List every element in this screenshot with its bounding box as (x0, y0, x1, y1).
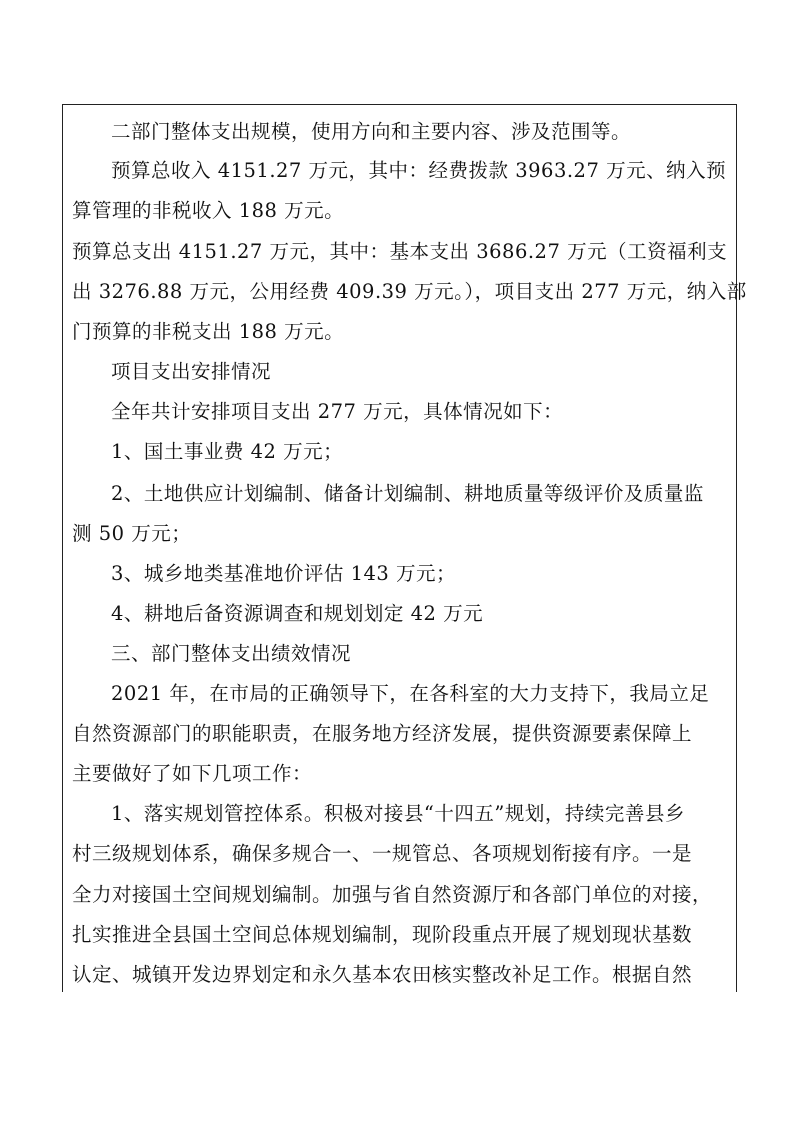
list-item: 2、土地供应计划编制、储备计划编制、耕地质量等级评价及质量监 (111, 482, 704, 505)
text-line: 扎实推进全县国土空间总体规划编制，现阶段重点开展了规划现状基数 (72, 923, 693, 946)
text-line: 自然资源部门的职能职责，在服务地方经济发展，提供资源要素保障上 (72, 722, 693, 745)
section-heading: 三、部门整体支出绩效情况 (111, 642, 352, 665)
section-heading: 项目支出安排情况 (111, 360, 272, 383)
text-line: 全力对接国土空间规划编制。加强与省自然资源厅和各部门单位的对接， (72, 883, 713, 906)
text-line: 门预算的非税支出 188 万元。 (72, 320, 345, 343)
list-item: 3、城乡地类基准地价评估 143 万元； (111, 562, 457, 585)
list-item: 1、落实规划管控体系。积极对接县“十四五”规划，持续完善县乡 (111, 802, 685, 825)
text-line: 预算总收入 4151.27 万元，其中：经费拨款 3963.27 万元、纳入预 (111, 159, 727, 182)
text-line: 全年共计安排项目支出 277 万元，具体情况如下： (111, 400, 564, 423)
text-line: 2021 年，在市局的正确领导下，在各科室的大力支持下，我局立足 (111, 682, 710, 705)
text-line: 村三级规划体系，确保多规合一、一规管总、各项规划衔接有序。一是 (72, 842, 693, 865)
list-item: 4、耕地后备资源调查和规划划定 42 万元 (111, 602, 484, 625)
text-line: 二部门整体支出规模，使用方向和主要内容、涉及范围等。 (111, 120, 632, 143)
text-line: 测 50 万元； (72, 522, 192, 545)
text-line: 算管理的非税收入 188 万元。 (72, 199, 345, 222)
text-line: 出 3276.88 万元，公用经费 409.39 万元。），项目支出 277 万元，纳入部 (72, 280, 747, 303)
text-line: 认定、城镇开发边界划定和永久基本农田核实整改补足工作。根据自然 (72, 963, 693, 986)
text-line: 主要做好了如下几项工作： (72, 762, 313, 785)
list-item: 1、国土事业费 42 万元； (111, 440, 344, 463)
text-line: 预算总支出 4151.27 万元，其中：基本支出 3686.27 万元（工资福利支 (72, 240, 728, 263)
